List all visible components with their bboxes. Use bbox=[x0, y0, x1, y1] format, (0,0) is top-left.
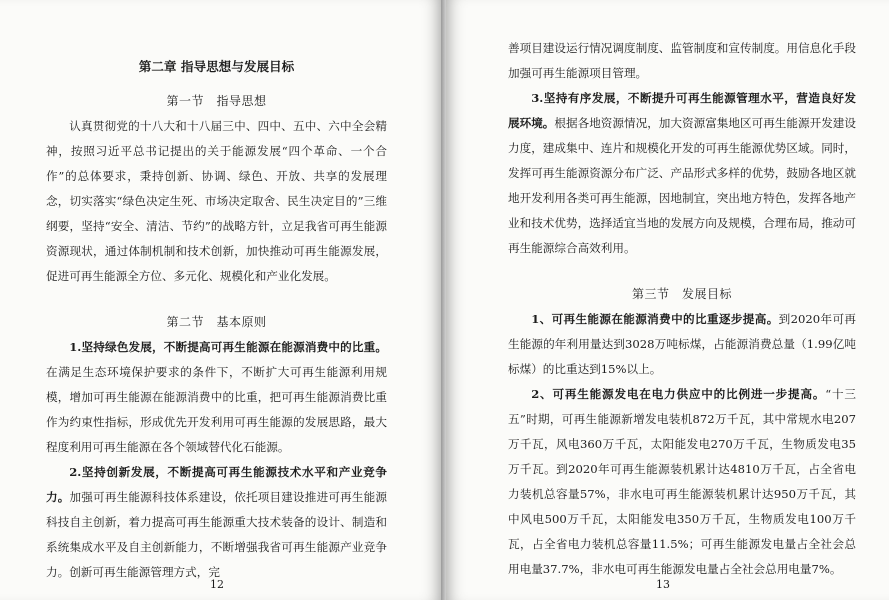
goal-1-text: 到2020年可再生能源的年利用量达到3028万吨标煤，占能源消费总量（1.99亿吨标煤）的比重达到15%以上。 bbox=[508, 312, 856, 376]
principle-1-text: 在满足生态环境保护要求的条件下，不断扩大可再生能源利用规模，增加可再生能源在能源消费中的比重，把可再生能源消费比重作为约束性指标，形成优先开发利用可再生能源的发展思路，最大程度利用可再生能源在各个领域替代化石能源。 bbox=[46, 365, 387, 454]
left-page bbox=[0, 0, 441, 600]
continuation-paragraph: 善项目建设运行情况调度制度、监管制度和宣传制度。用信息化手段加强可再生能源项目管理。 bbox=[508, 41, 856, 80]
principle-2-heading: 2.坚持创新发展，不断提高可再生能源技术水平和产业竞争力。 bbox=[46, 465, 387, 504]
goal-2-heading: 2、可再生能源发电在电力供应中的比例进一步提高。 bbox=[531, 387, 826, 401]
page-number-left: 12 bbox=[210, 578, 224, 591]
principle-2-paragraph bbox=[46, 460, 387, 585]
section-title-guiding-ideology: 第一节 指导思想 bbox=[166, 94, 267, 108]
goal-2-text: “十三五”时期，可再生能源新增发电装机872万千瓦，其中常规水电207万千瓦，风电360万千瓦，太阳能发电270万千瓦，生物质发电35万千瓦。到2020年可再生能源装机累计达4810万千瓦，占全省电力装机总容量57%，非水电可再生能源装机累计达950万千瓦，其中风电500万千瓦，太阳能发电350万千瓦，生物质发电100万千瓦，占全省电力装机总容量11.5%；可再生能源发电量占全社会总用电量37.7%，非水电可再生能源发电量占全社会总用电量7%。 bbox=[508, 387, 856, 576]
section-title-development-goals: 第三节 发展目标 bbox=[631, 287, 732, 301]
right-page-content bbox=[508, 36, 856, 582]
goal-2-paragraph bbox=[508, 382, 856, 582]
principle-3-text: 根据各地资源情况，加大资源富集地区可再生能源开发建设力度，建成集中、连片和规模化开发的可再生能源优势区域。同时，发挥可再生能源资源分布广泛、产品形式多样的优势，鼓励各地区就地开发利用各类可再生能源，因地制宜，突出地方特色，发挥各地产业和技术优势，选择适宜当地的发展方向及规模，合理布局，推动可再生能源综合高效利用。 bbox=[508, 116, 856, 255]
goal-1-paragraph bbox=[508, 307, 856, 382]
page-number-right: 13 bbox=[656, 578, 670, 591]
section-title-basic-principles: 第二节 基本原则 bbox=[166, 315, 267, 329]
goal-1-heading: 1、可再生能源在能源消费中的比重逐步提高。 bbox=[531, 312, 779, 326]
left-page-content bbox=[46, 54, 387, 585]
principle-1-paragraph bbox=[46, 335, 387, 460]
guiding-ideology-paragraph: 认真贯彻党的十八大和十八届三中、四中、五中、六中全会精神，按照习近平总书记提出的关于能源发展“四个革命、一个合作”的总体要求，秉持创新、协调、绿色、开放、共享的发展理念，切实落实“绿色决定生死、市场决定取舍、民生决定目的”三维纲要，坚持“安全、清洁、节约”的战略方针，立足我省可再生能源资源现状，通过体制机制和技术创新，加快推动可再生能源发展，促进可再生能源全方位、多元化、规模化和产业化发展。 bbox=[46, 119, 387, 283]
right-page bbox=[446, 0, 889, 600]
principle-3-paragraph bbox=[508, 86, 856, 261]
chapter-title: 第二章 指导思想与发展目标 bbox=[138, 59, 295, 74]
principle-3-heading: 3.坚持有序发展，不断提升可再生能源管理水平，营造良好发展环境。 bbox=[508, 91, 856, 130]
principle-1-heading: 1.坚持绿色发展，不断提高可再生能源在能源消费中的比重。 bbox=[69, 340, 387, 354]
principle-2-text: 加强可再生能源科技体系建设，依托项目建设推进可再生能源科技自主创新，着力提高可再生能源重大技术装备的设计、制造和系统集成水平及自主创新能力，不断增强我省可再生能源产业竞争力。创新可再生能源管理方式，完 bbox=[46, 490, 387, 579]
